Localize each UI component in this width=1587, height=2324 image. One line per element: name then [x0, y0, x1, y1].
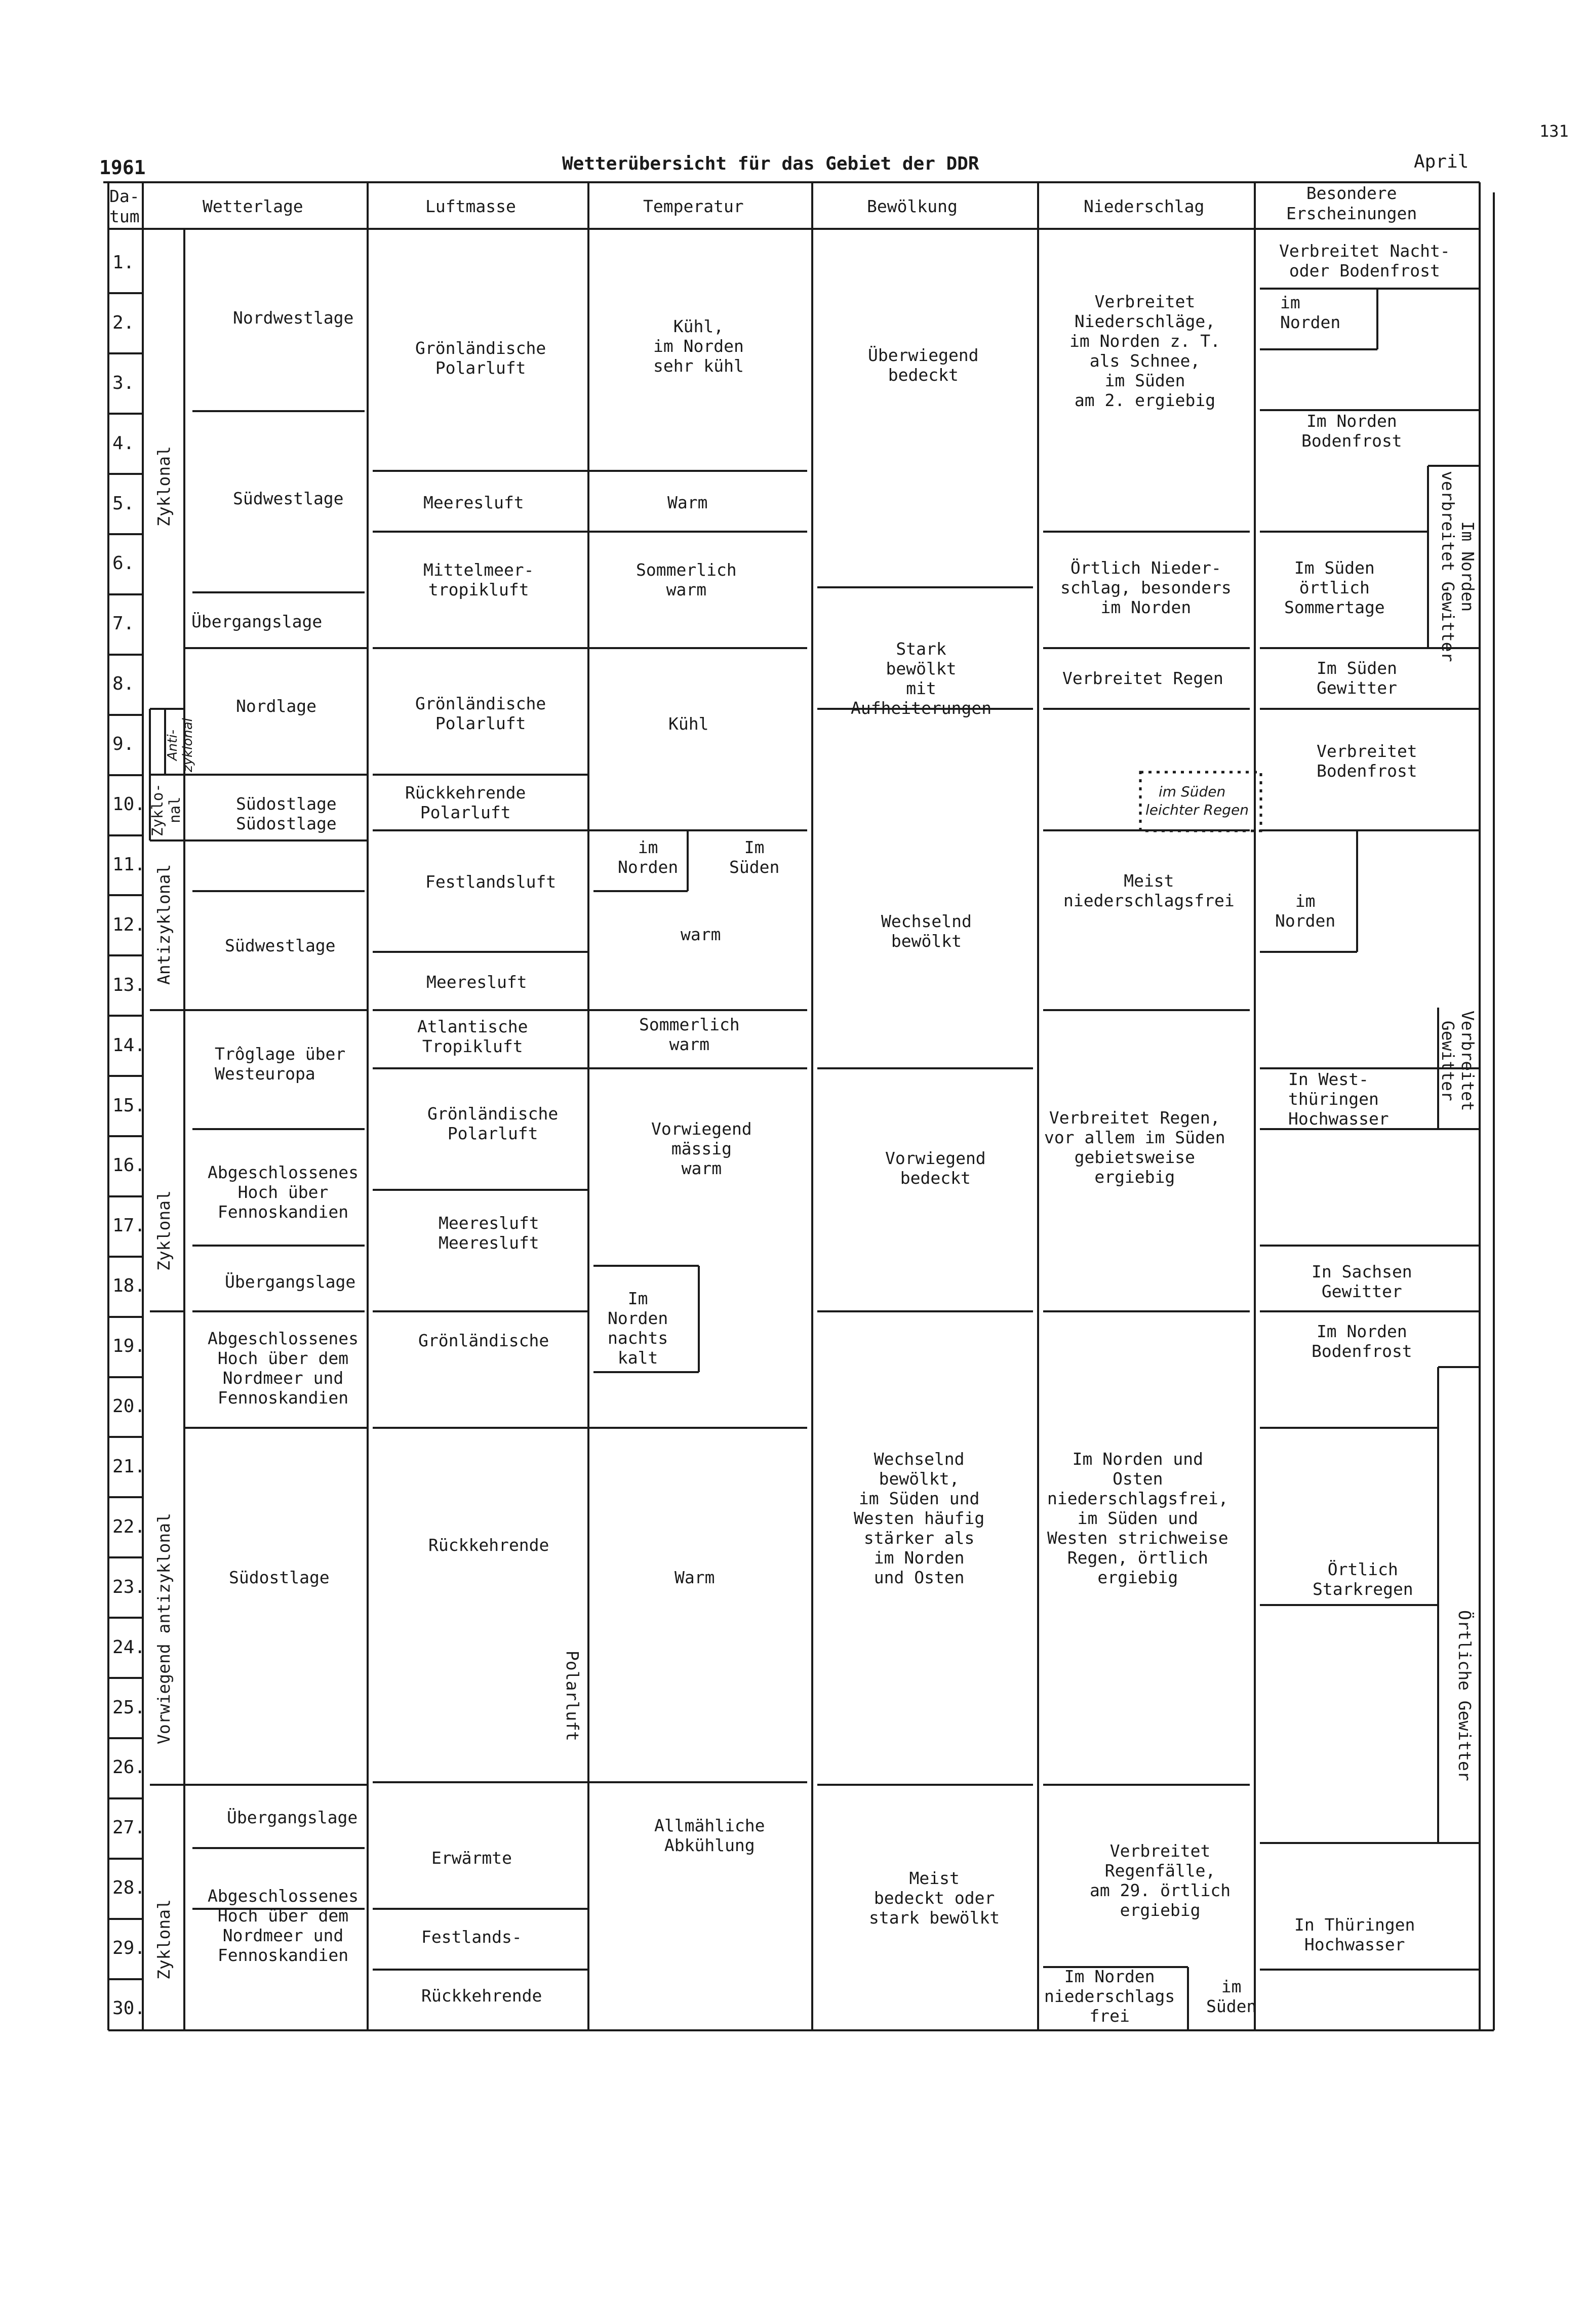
date-label: 28. — [112, 1877, 146, 1899]
date-label: 21. — [112, 1456, 146, 1477]
date-label: 30. — [112, 1998, 146, 2019]
date-label: 11. — [112, 854, 146, 875]
date-label: 18. — [112, 1275, 146, 1297]
niederschlag-im-sueden: im Süden — [1206, 1977, 1257, 2016]
temperatur-im-sueden: Im Süden — [729, 837, 780, 877]
date-label: 26. — [112, 1757, 146, 1778]
date-label: 29. — [112, 1938, 146, 1959]
besondere-oertlich-starkregen: Örtlich Starkregen — [1313, 1559, 1413, 1599]
niederschlag-verbreitet-regen: Verbreitet Regen — [1062, 668, 1223, 688]
date-label: 2. — [112, 312, 135, 333]
temperatur-warm-2: warm — [681, 925, 721, 944]
temperatur-sommerlich-warm: Sommerlich warm — [636, 560, 737, 599]
regime-zyklonal-2: Zyklo- nal — [149, 783, 183, 836]
bewoelkung-ueberwiegend-bedeckt: Überwiegend bedeckt — [868, 345, 979, 385]
luftmasse-atlantische-tropikluft: Atlantische Tropikluft — [417, 1017, 528, 1056]
niederschlag-verbreitet-regenfaelle: Verbreitet Regenfälle, am 29. örtlich ergiebig — [1090, 1841, 1231, 1920]
regime-zyklonal-1: Zyklonal — [154, 446, 174, 527]
besondere-im-norden-2: im Norden — [1275, 891, 1336, 931]
column-header-luftmasse: Luftmasse — [425, 196, 516, 216]
bewoelkung-vorwiegend-bedeckt: Vorwiegend bedeckt — [885, 1148, 986, 1188]
date-label: 6. — [112, 553, 135, 574]
besondere-sachsen-gewitter: In Sachsen Gewitter — [1312, 1262, 1412, 1301]
bewoelkung-stark-bewoelkt: Stark bewölkt mit Aufheiterungen — [851, 639, 992, 718]
date-label: 7. — [112, 613, 135, 634]
wetterlage-suedwestlage: Südwestlage — [233, 489, 344, 508]
bewoelkung-meist-bedeckt: Meist bedeckt oder stark bewölkt — [869, 1868, 1000, 1928]
date-label: 19. — [112, 1336, 146, 1357]
luftmasse-rueckkehrende: Rückkehrende — [428, 1535, 549, 1555]
niederschlag-im-norden-und-osten: Im Norden und Osten niederschlagsfrei, im Süden und Westen strichweise Regen, örtlich ergiebig — [1047, 1449, 1228, 1587]
regime-vorwiegend-antizyklonal: Vorwiegend antizyklonal — [154, 1513, 174, 1744]
regime-antizyklonal-1: Anti- zyklonal — [165, 718, 195, 772]
date-label: 4. — [112, 432, 135, 454]
date-label: 5. — [112, 493, 135, 514]
luftmasse-meeresluft-2: Meeresluft — [426, 972, 527, 992]
page-number: 131 — [1539, 122, 1569, 141]
besondere-verbreitet-gewitter-rotated: Verbreitet Gewitter — [1438, 1011, 1478, 1111]
column-header-temperatur: Temperatur — [643, 196, 744, 216]
date-label: 24. — [112, 1636, 146, 1658]
temperatur-kuehl-2: Kühl — [668, 714, 709, 734]
column-header-bewoelkung: Bewölkung — [867, 196, 958, 216]
date-label: 25. — [112, 1697, 146, 1718]
temperatur-vorwiegend-maessig-warm: Vorwiegend mässig warm — [651, 1119, 752, 1178]
date-label: 10. — [112, 794, 146, 815]
date-label: 9. — [112, 734, 135, 755]
wetterlage-suedwestlage-2: Südwestlage — [225, 936, 336, 955]
date-label: 17. — [112, 1215, 146, 1236]
luftmasse-groenlaendische: Grönländische — [418, 1331, 549, 1350]
date-label: 12. — [112, 914, 146, 935]
wetterlage-hoch-nordmeer: Abgeschlossenes Hoch über dem Nordmeer und Fennoskandien — [208, 1329, 359, 1408]
wetterlage-uebergangslage: Übergangslage — [191, 612, 323, 631]
temperatur-warm-3: Warm — [675, 1568, 715, 1587]
besondere-im-norden: im Norden — [1280, 293, 1341, 332]
regime-zyklonal-3: Zyklonal — [154, 1190, 174, 1271]
wetterlage-nordlage: Nordlage — [236, 696, 316, 716]
niederschlag-verbreitet-regen-2: Verbreitet Regen, vor allem im Süden gebietsweise ergiebig — [1044, 1108, 1225, 1187]
luftmasse-rueckkehrende-polarluft: Rückkehrende Polarluft — [405, 783, 526, 822]
luftmasse-erwaermte: Erwärmte — [431, 1848, 512, 1868]
besondere-sommertage: Im Süden örtlich Sommertage — [1284, 558, 1385, 617]
date-label: 16. — [112, 1155, 146, 1176]
wetterlage-hoch-fennoskandien: Abgeschlossenes Hoch über Fennoskandien — [208, 1163, 359, 1222]
page-title: Wetterübersicht für das Gebiet der DDR — [562, 153, 979, 174]
luftmasse-groenlaendische-polarluft-2: Grönländische Polarluft — [415, 694, 546, 733]
wetterlage-troglage: Trôglage über Westeuropa — [215, 1044, 346, 1084]
date-label: 27. — [112, 1817, 146, 1838]
bewoelkung-wechselnd-bewoelkt-2: Wechselnd bewölkt, im Süden und Westen häufig stärker als im Norden und Osten — [854, 1449, 985, 1587]
niederschlag-im-norden-frei: Im Norden niederschlags frei — [1044, 1967, 1175, 2026]
wetterlage-suedostlage: Südostlage Südostlage — [236, 794, 337, 833]
luftmasse-groenlaendische-polarluft: Grönländische Polarluft — [415, 338, 546, 378]
niederschlag-meist-niederschlagsfrei: Meist niederschlagsfrei — [1063, 871, 1235, 910]
temperatur-allmaehliche-abkuehlung: Allmähliche Abkühlung — [654, 1816, 765, 1855]
besondere-thueringen-hochwasser: In Thüringen Hochwasser — [1294, 1915, 1415, 1954]
niederschlag-im-sueden-handwritten: im Süden — [1159, 783, 1226, 800]
date-label: 13. — [112, 974, 146, 995]
wetterlage-nordwestlage: Nordwestlage — [233, 308, 354, 328]
besondere-oertliche-gewitter-rotated: Örtliche Gewitter — [1455, 1610, 1475, 1781]
temperatur-nachts-kalt: Im Norden nachts kalt — [608, 1289, 668, 1368]
luftmasse-polarluft-rotated: Polarluft — [563, 1651, 582, 1741]
column-header-niederschlag: Niederschlag — [1084, 196, 1205, 216]
date-label: 20. — [112, 1396, 146, 1417]
luftmasse-rueckkehrende-2: Rückkehrende — [421, 1986, 542, 2006]
year-label: 1961 — [99, 156, 146, 179]
besondere-westthueringen-hochwasser: In West- thüringen Hochwasser — [1288, 1069, 1389, 1129]
date-label: 14. — [112, 1034, 146, 1056]
luftmasse-meeresluft: Meeresluft — [423, 493, 524, 512]
luftmasse-groenlaendische-polarluft-3: Grönländische Polarluft — [427, 1104, 559, 1143]
date-label: 22. — [112, 1516, 146, 1537]
temperatur-warm: Warm — [667, 493, 708, 512]
besondere-nacht-bodenfrost: Verbreitet Nacht- oder Bodenfrost — [1279, 241, 1450, 281]
column-header-datum: Da- tum — [109, 186, 140, 226]
besondere-im-norden-bodenfrost: Im Norden Bodenfrost — [1301, 411, 1402, 451]
date-label: 3. — [112, 372, 135, 393]
luftmasse-festlandsluft: Festlandsluft — [425, 872, 557, 892]
besondere-verbreitet-bodenfrost: Verbreitet Bodenfrost — [1317, 741, 1417, 781]
wetterlage-suedostlage-2: Südostlage — [229, 1568, 330, 1587]
regime-zyklonal-4: Zyklonal — [154, 1899, 174, 1980]
niederschlag-oertlich: Örtlich Nieder- schlag, besonders im Norden — [1060, 558, 1232, 617]
luftmasse-meeresluft-3: Meeresluft Meeresluft — [439, 1213, 539, 1253]
niederschlag-verbreitet-niederschlaege: Verbreitet Niederschläge, im Norden z. T. als Schnee, im Süden am 2. ergiebig — [1069, 292, 1221, 410]
bewoelkung-wechselnd-bewoelkt: Wechselnd bewölkt — [881, 911, 972, 951]
date-label: 23. — [112, 1576, 146, 1597]
temperatur-kuehl: Kühl, im Norden sehr kühl — [653, 316, 744, 376]
temperatur-im-norden: im Norden — [618, 837, 679, 877]
month-label: April — [1414, 151, 1469, 172]
besondere-im-norden-gewitter-rotated: Im Norden verbreitet Gewitter — [1438, 471, 1478, 662]
wetterlage-uebergangslage-2: Übergangslage — [225, 1272, 356, 1292]
wetterlage-hoch-nordmeer-2: Abgeschlossenes Hoch über dem Nordmeer und Fennoskandien — [208, 1886, 359, 1965]
date-label: 1. — [112, 252, 135, 273]
besondere-im-norden-bodenfrost-2: Im Norden Bodenfrost — [1312, 1321, 1412, 1361]
luftmasse-festlands: Festlands- — [421, 1927, 522, 1947]
besondere-im-sueden-gewitter: Im Süden Gewitter — [1317, 658, 1397, 698]
wetterlage-uebergangslage-3: Übergangslage — [227, 1808, 358, 1827]
date-label: 8. — [112, 673, 135, 695]
niederschlag-leichter-regen-handwritten: leichter Regen — [1145, 802, 1249, 818]
column-header-wetterlage: Wetterlage — [203, 196, 303, 216]
regime-antizyklonal-2: Antizyklonal — [154, 864, 174, 985]
column-header-besondere: Besondere Erscheinungen — [1286, 183, 1417, 223]
temperatur-sommerlich-warm-2: Sommerlich warm — [639, 1015, 740, 1054]
luftmasse-mittelmeertropikluft: Mittelmeer- tropikluft — [423, 560, 534, 599]
date-label: 15. — [112, 1095, 146, 1116]
